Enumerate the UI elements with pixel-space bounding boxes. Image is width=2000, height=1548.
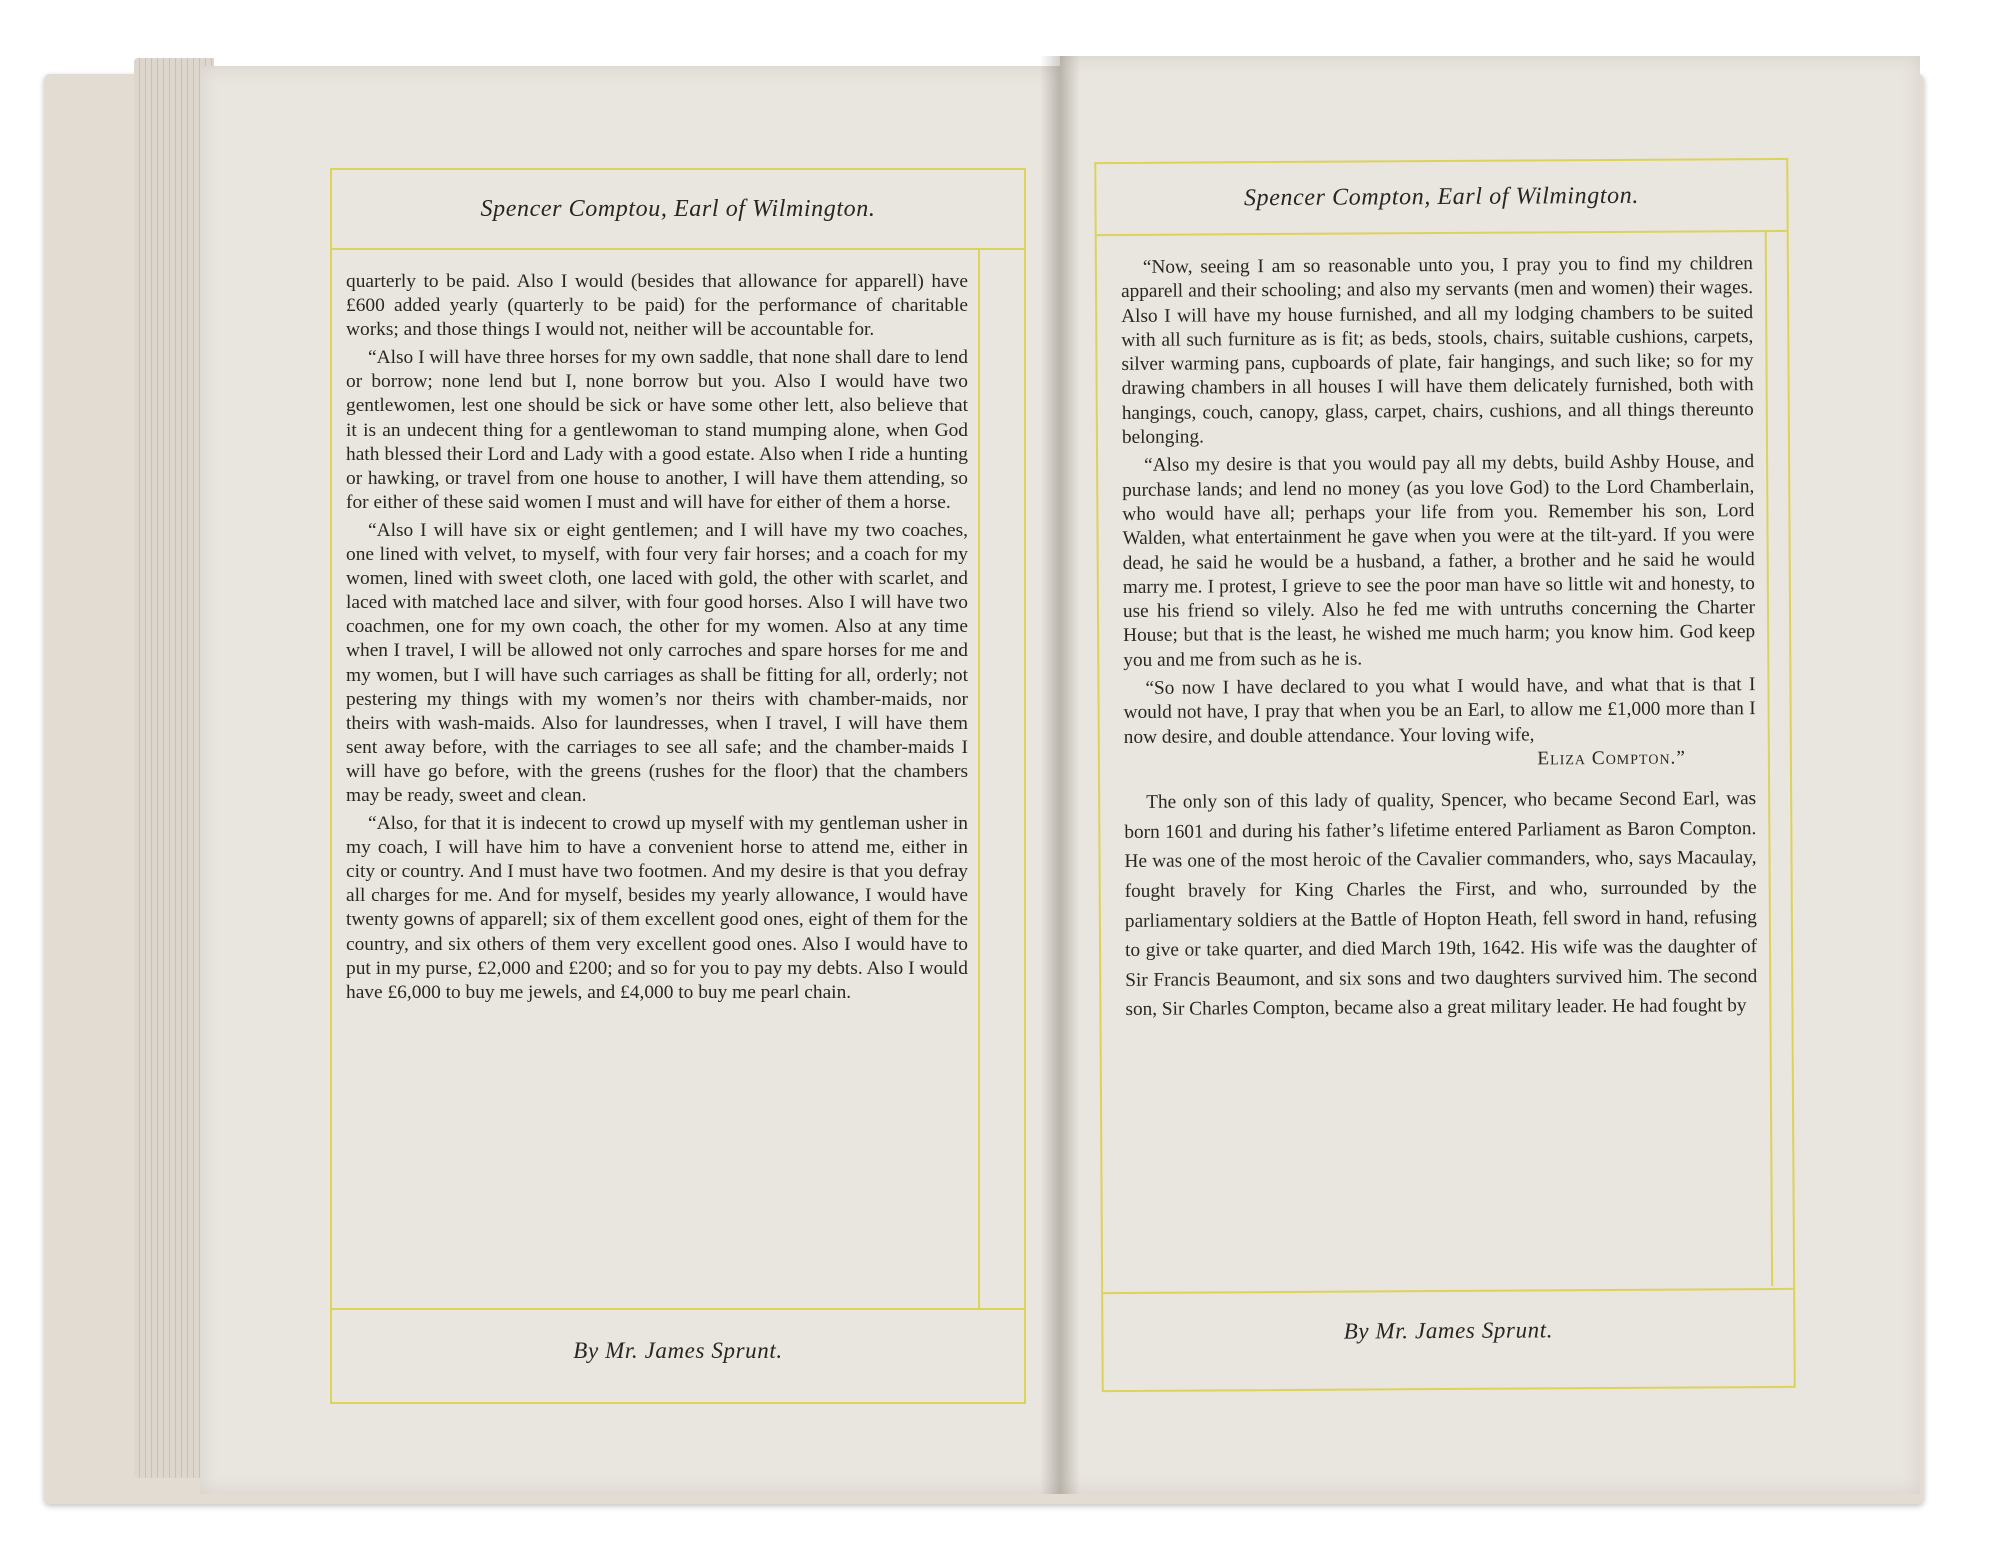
signature: Eliza Compton.” — [1537, 747, 1686, 770]
paragraph: “Also I will have three horses for my own saddle, that none shall dare to lend or borrow; none lend but I, none borrow but you. Also I would have two gentlewomen, lest one should be sick or have some other lett, also believe that it is an undecent thing for a gentlewoman to stand mumping alone, when God hath blessed their Lord and Lady with a good estate. Also when I ride a hunting or hawking, or travel from one house to another, I will have them attending, so for either of these said women I must and will have for either of them a horse. — [346, 347, 968, 513]
paragraph: “So now I have declared to you what I would have, and what that is that I would not have, I pray that when you be an Earl, to allow me £1,000 more than I now desire, and double attendance. Your loving wife, — [1123, 674, 1756, 748]
text-column-rule — [1765, 230, 1773, 1286]
byline: By Mr. James Sprunt. — [1343, 1317, 1554, 1344]
footer-rule — [332, 1308, 1024, 1310]
text-column-rule — [978, 248, 980, 1308]
right-page-frame — [1094, 158, 1796, 1392]
paragraph: “Also, for that it is indecent to crowd up myself with my gentleman usher in my coach, I will have him to have a convenient horse to attend me, either in city or country. And I must have two footmen. And my desire is that you defray all charges for me. And for myself, besides my yearly allowance, I would have twenty gowns of apparell; six of them excellent good ones, eight of them for the country, and six others of them very excellent good ones. Also I would have to put in my purse, £2,000 and £200; and so for you to pay my debts. Also I would have £6,000 to buy me jewels, and £4,000 to buy me pearl chain. — [346, 813, 968, 1003]
paragraph: quarterly to be paid. Also I would (besides that allowance for apparell) have £600 added yearly (quarterly to be paid) for the performance of charitable works; and those things I would not, neither will be accountable for. — [346, 271, 968, 341]
running-title: Spencer Comptou, Earl of Wilmington. — [480, 196, 876, 222]
paragraph: “Also I will have six or eight gentlemen; and I will have my two coaches, one lined with velvet, to myself, with four very fair horses; and a coach for my women, lined with sweet cloth, one laced with gold, the other with scarlet, and laced with matched lace and silver, with four good horses. Also I will have two coachmen, one for my own coach, the other for my women. Also at any time when I travel, I will be allowed not only carroches and spare horses for me and my women, but I will have such carriages as shall be fitting for all, orderly; not pestering my things with my women’s nor theirs with chamber-maids, nor theirs with wash-maids. Also for laundresses, when I travel, I will have them sent away before, with the carriages to see all safe; and the chamber-maids I will have go before, with the greens (rushes for the floor) that the chambers may be ready, sweet and clean. — [346, 519, 968, 806]
header-rule — [1097, 230, 1787, 236]
left-page-frame — [330, 168, 1026, 1404]
header-rule — [332, 248, 1024, 250]
paragraph: “Now, seeing I am so reasonable unto you, I pray you to find my children apparell and their schooling; and also my servants (men and women) their wages. Also I will have my house furnished, and all my lodging chambers to be suited with all such furniture as is fit; as beds, stools, chairs, suitable cushions, carpets, silver warming pans, cupboards of plate, fair hangings, and such like; so for my drawing chambers in all houses I will have them delicately furnished, both with hangings, couch, canopy, glass, carpet, chairs, cushions, and all things thereunto belonging. — [1120, 253, 1754, 449]
body-text — [1121, 252, 1758, 1029]
byline: By Mr. James Sprunt. — [573, 1338, 783, 1363]
running-title: Spencer Compton, Earl of Wilmington. — [1243, 182, 1639, 212]
biography-paragraph: The only son of this lady of quality, Spencer, who became Second Earl, was born 1601 and during his father’s lifetime entered Parliament as Baron Compton. He was one of the most heroic of the Cavalier commanders, who, says Macaulay, fought bravely for King Charles the First, and who, surrounded by the parliamentary soldiers at the Battle of Hopton Heath, fell sword in hand, refusing to give or take quarter, and died March 19th, 1642. His wife was the daughter of Sir Francis Beaumont, and six sons and two daughters survived him. The second son, Sir Charles Compton, became also a great military leader. He had fought by — [1124, 788, 1758, 1021]
paragraph: “Also my desire is that you would pay all my debts, build Ashby House, and purchase lands; and lend no money (as you love God) to the Lord Chamberlain, who would have all; perhaps your life from you. Remember his son, Lord Walden, what entertainment he gave when you were at the tilt-yard. If you were dead, he said he would be a husband, a father, a brother and he said he would marry me. I protest, I grieve to see the poor man have so little wit and honesty, to use his friend so vilely. Also he fed me with untruths concerning the Charter House; but that is the least, he wished me much harm; you know him. God keep you and me from such as he is. — [1122, 451, 1756, 671]
book-gutter — [1040, 56, 1080, 1494]
body-text — [346, 270, 968, 1009]
footer-rule — [1103, 1288, 1793, 1294]
